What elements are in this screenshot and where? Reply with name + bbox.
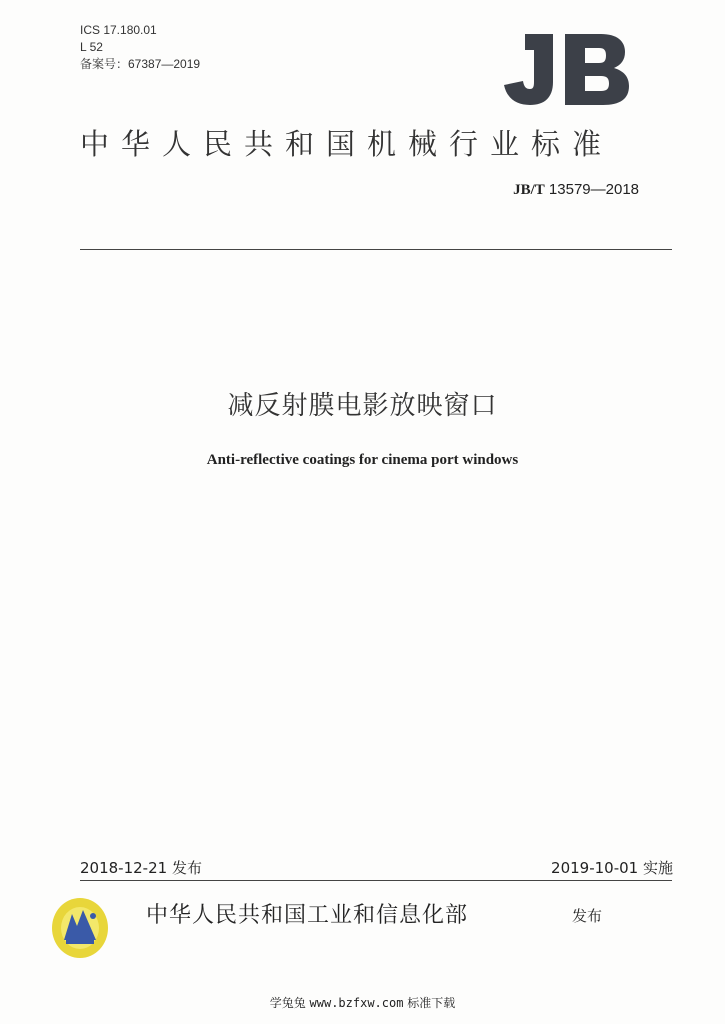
standard-number [513,181,639,199]
issue-date: 2018-12-21 发布 [80,859,202,877]
standard-category-title: 中华人民共和国机械行业标准 [80,127,614,161]
watermark-url[interactable]: www.bzfxw.com [309,996,404,1010]
publisher-name: 中华人民共和国工业和信息化部 [146,903,469,928]
publisher-action: 发布 [572,907,603,925]
header-divider [80,249,672,250]
document-title-english: Anti-reflective coatings for cinema port windows [206,452,519,468]
document-title-chinese: 减反射膜电影放映窗口 [227,391,498,421]
standard-number-prefix: JB/T [513,182,545,198]
filing-number: 备案号：67387—2019 [80,57,201,71]
standard-number-value: 13579—2018 [544,181,639,198]
watermark-site-name: 学兔兔 [269,996,306,1010]
ics-code: ICS 17.180.01 [80,23,157,37]
ccs-code: L 52 [80,40,103,54]
jb-logo [503,30,631,108]
implementation-date: 2019-10-01 实施 [551,859,673,877]
watermark-label: 标准下载 [407,996,456,1010]
footer-watermark [0,994,725,1011]
publisher-seal-icon [50,896,110,960]
classification-block [80,22,200,73]
footer-divider [80,880,672,881]
